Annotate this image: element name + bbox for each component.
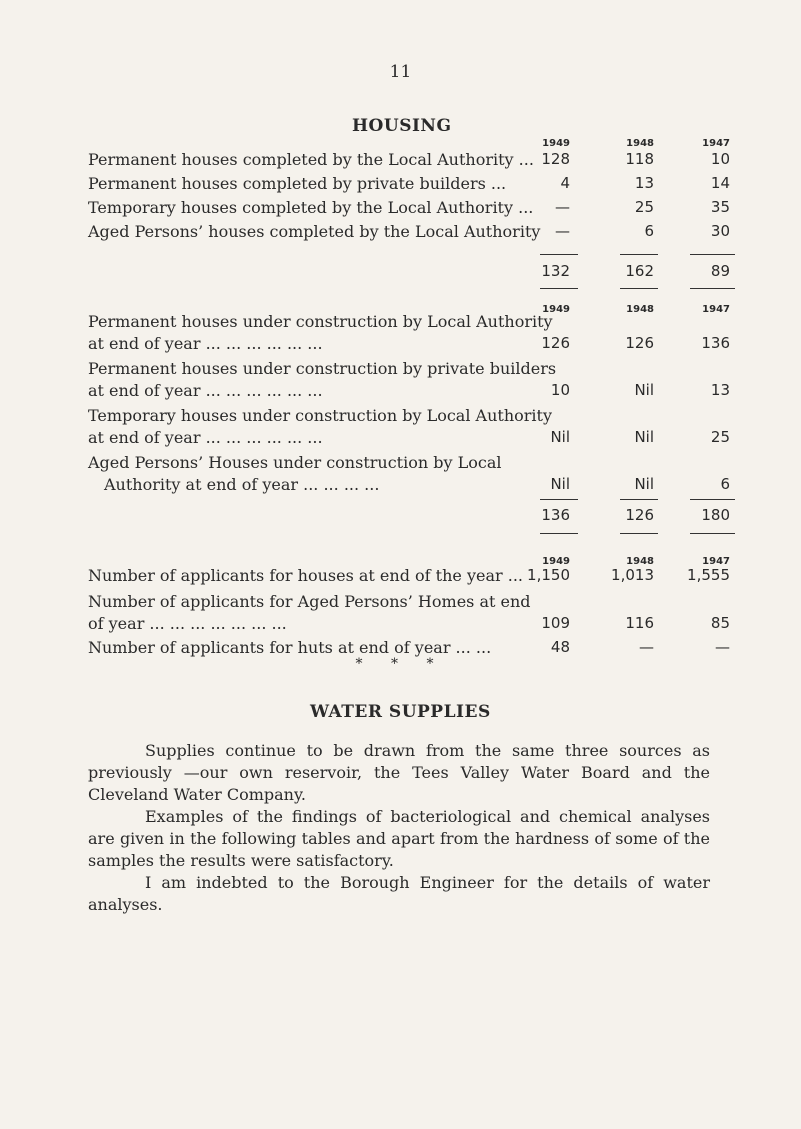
cell-value: 128 xyxy=(541,150,570,168)
cell-value: 1,013 xyxy=(611,566,654,584)
total-rule xyxy=(690,254,735,255)
cell-value: 6 xyxy=(644,222,654,240)
total-value: 162 xyxy=(625,262,654,280)
cell-value: 118 xyxy=(625,150,654,168)
row-label-line2: at end of year ... ... ... ... ... ... xyxy=(88,381,323,400)
cell-value: 136 xyxy=(701,334,730,352)
row-label-line2: Authority at end of year ... ... ... ... xyxy=(104,475,380,494)
year-header: 1948 xyxy=(626,556,654,567)
total-rule xyxy=(620,288,658,289)
year-header: 1947 xyxy=(702,304,730,315)
cell-value: Nil xyxy=(634,428,654,446)
total-value: 136 xyxy=(541,506,570,524)
cell-value: 116 xyxy=(625,614,654,632)
cell-value: — xyxy=(555,198,570,216)
cell-value: — xyxy=(715,638,730,656)
row-label-line1: Number of applicants for Aged Persons’ Homes at end xyxy=(88,592,531,611)
total-rule xyxy=(690,533,735,534)
cell-value: 1,150 xyxy=(527,566,570,584)
cell-value: 10 xyxy=(710,150,730,168)
water-title: WATER SUPPLIES xyxy=(310,702,491,722)
total-rule xyxy=(540,288,578,289)
total-value: 132 xyxy=(541,262,570,280)
row-label: Aged Persons’ houses completed by the Local Authority xyxy=(88,222,541,241)
cell-value: 1,555 xyxy=(687,566,730,584)
row-label: Permanent houses completed by the Local Authority ... xyxy=(88,150,534,169)
cell-value: 30 xyxy=(710,222,730,240)
cell-value: — xyxy=(639,638,654,656)
page-number: 11 xyxy=(389,62,412,82)
row-label: Number of applicants for houses at end of the year ... xyxy=(88,566,523,585)
row-label-line2: at end of year ... ... ... ... ... ... xyxy=(88,334,323,353)
cell-value: 25 xyxy=(634,198,654,216)
year-header: 1949 xyxy=(542,556,570,567)
paragraph xyxy=(88,806,710,872)
total-rule xyxy=(620,499,658,500)
cell-value: Nil xyxy=(550,475,570,493)
total-rule xyxy=(620,254,658,255)
total-value: 126 xyxy=(625,506,654,524)
total-rule xyxy=(540,254,578,255)
cell-value: 13 xyxy=(634,174,654,192)
paragraph-text: Supplies continue to be drawn from the same three sources as previously —our own reservoir, the Tees Valley Water Board and the Cleveland Water Company. xyxy=(88,741,710,804)
cell-value: Nil xyxy=(634,475,654,493)
cell-value: 48 xyxy=(550,638,570,656)
row-label: Number of applicants for huts at end of year ... ... xyxy=(88,638,492,657)
row-label-line2: of year ... ... ... ... ... ... ... xyxy=(88,614,287,633)
cell-value: Nil xyxy=(550,428,570,446)
cell-value: 126 xyxy=(625,334,654,352)
year-header: 1947 xyxy=(702,556,730,567)
cell-value: — xyxy=(555,222,570,240)
year-header: 1949 xyxy=(542,304,570,315)
paragraph xyxy=(88,740,710,806)
year-header: 1947 xyxy=(702,138,730,149)
cell-value: 4 xyxy=(560,174,570,192)
cell-value: Nil xyxy=(634,381,654,399)
total-value: 180 xyxy=(701,506,730,524)
paragraph-text: Examples of the findings of bacteriological and chemical analyses are given in the following tables and apart from the hardness of some of the samples the results were satisfactory. xyxy=(88,807,710,870)
total-rule xyxy=(540,533,578,534)
row-label-line1: Permanent houses under construction by private builders xyxy=(88,359,557,378)
section-separator: * * * xyxy=(355,656,446,672)
row-label: Permanent houses completed by private builders ... xyxy=(88,174,507,193)
row-label-line2: at end of year ... ... ... ... ... ... xyxy=(88,428,323,447)
cell-value: 25 xyxy=(710,428,730,446)
cell-value: 109 xyxy=(541,614,570,632)
row-label-line1: Temporary houses under construction by Local Authority xyxy=(88,406,552,425)
cell-value: 14 xyxy=(710,174,730,192)
paragraph xyxy=(88,872,710,916)
row-label-line1: Aged Persons’ Houses under construction by Local xyxy=(88,453,502,472)
total-rule xyxy=(620,533,658,534)
cell-value: 85 xyxy=(710,614,730,632)
cell-value: 13 xyxy=(710,381,730,399)
year-header: 1949 xyxy=(542,138,570,149)
housing-title: HOUSING xyxy=(352,116,452,136)
row-label-line1: Permanent houses under construction by Local Authority xyxy=(88,312,553,331)
row-label: Temporary houses completed by the Local Authority ... xyxy=(88,198,534,217)
cell-value: 35 xyxy=(710,198,730,216)
paragraph-text: I am indebted to the Borough Engineer for the details of water analyses. xyxy=(88,873,710,914)
total-rule xyxy=(690,288,735,289)
year-header: 1948 xyxy=(626,304,654,315)
total-value: 89 xyxy=(710,262,730,280)
total-rule xyxy=(540,499,578,500)
cell-value: 10 xyxy=(550,381,570,399)
year-header: 1948 xyxy=(626,138,654,149)
total-rule xyxy=(690,499,735,500)
cell-value: 6 xyxy=(720,475,730,493)
cell-value: 126 xyxy=(541,334,570,352)
